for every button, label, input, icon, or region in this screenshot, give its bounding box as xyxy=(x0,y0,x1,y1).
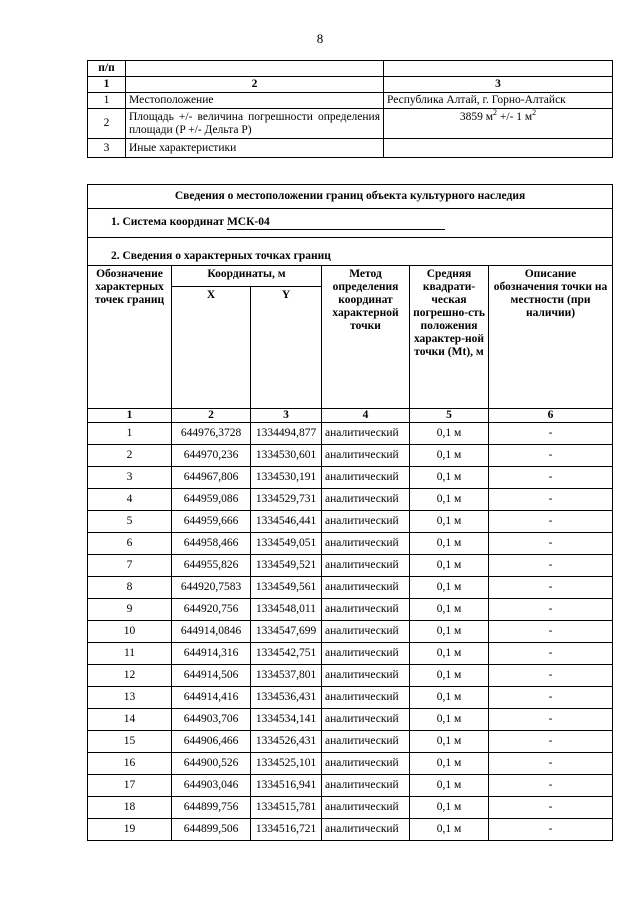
boundary-points-table xyxy=(87,184,613,841)
column-number: 3 xyxy=(384,77,613,93)
method-value: аналитический xyxy=(322,577,410,599)
column-number: 6 xyxy=(489,409,613,423)
method-value: аналитический xyxy=(322,555,410,577)
column-number: 5 xyxy=(410,409,489,423)
header-cell: п/п xyxy=(88,61,126,77)
table-row xyxy=(88,687,613,709)
point-number: 5 xyxy=(88,511,172,533)
description-value: - xyxy=(489,511,613,533)
method-value: аналитический xyxy=(322,819,410,841)
method-value: аналитический xyxy=(322,489,410,511)
error-value: 0,1 м xyxy=(410,709,489,731)
description-value: - xyxy=(489,467,613,489)
table-row xyxy=(88,555,613,577)
error-value: 0,1 м xyxy=(410,753,489,775)
table-row xyxy=(88,753,613,775)
coord-x: 644958,466 xyxy=(172,533,251,555)
table-row xyxy=(88,423,613,445)
coord-x: 644906,466 xyxy=(172,731,251,753)
header-description: Описание обозначения точки на местности (при наличии) xyxy=(489,266,613,409)
coord-y: 1334549,561 xyxy=(251,577,322,599)
header-error: Средняя квадрати-ческая погрешно-сть положения характер-ной точки (Mt), м xyxy=(410,266,489,409)
point-number: 8 xyxy=(88,577,172,599)
coord-system-line xyxy=(88,209,613,238)
method-value: аналитический xyxy=(322,445,410,467)
area-tolerance: +/- 1 м xyxy=(496,111,533,123)
point-number: 6 xyxy=(88,533,172,555)
method-value: аналитический xyxy=(322,533,410,555)
row-number: 1 xyxy=(88,93,126,109)
header-coordinates: Координаты, м xyxy=(172,266,322,287)
method-value: аналитический xyxy=(322,775,410,797)
description-value: - xyxy=(489,555,613,577)
point-number: 17 xyxy=(88,775,172,797)
error-value: 0,1 м xyxy=(410,555,489,577)
method-value: аналитический xyxy=(322,797,410,819)
description-value: - xyxy=(489,445,613,467)
point-number: 9 xyxy=(88,599,172,621)
method-value: аналитический xyxy=(322,731,410,753)
coord-y: 1334529,731 xyxy=(251,489,322,511)
error-value: 0,1 м xyxy=(410,731,489,753)
description-value: - xyxy=(489,621,613,643)
table-row xyxy=(88,467,613,489)
coord-y: 1334526,431 xyxy=(251,731,322,753)
error-value: 0,1 м xyxy=(410,577,489,599)
point-number: 18 xyxy=(88,797,172,819)
error-value: 0,1 м xyxy=(410,467,489,489)
error-value: 0,1 м xyxy=(410,445,489,467)
coord-y: 1334534,141 xyxy=(251,709,322,731)
coord-x: 644914,506 xyxy=(172,665,251,687)
error-value: 0,1 м xyxy=(410,599,489,621)
header-y: Y xyxy=(251,287,322,409)
header-x: X xyxy=(172,287,251,409)
coord-x: 644959,666 xyxy=(172,511,251,533)
page-number: 8 xyxy=(316,31,324,46)
table-row xyxy=(88,819,613,841)
coord-y: 1334548,011 xyxy=(251,599,322,621)
description-value: - xyxy=(489,489,613,511)
table-row xyxy=(88,445,613,467)
coord-x: 644920,756 xyxy=(172,599,251,621)
point-number: 10 xyxy=(88,621,172,643)
error-value: 0,1 м xyxy=(410,621,489,643)
coord-y: 1334530,191 xyxy=(251,467,322,489)
coord-x: 644920,7583 xyxy=(172,577,251,599)
error-value: 0,1 м xyxy=(410,797,489,819)
description-value: - xyxy=(489,709,613,731)
tolerance-unit-superscript: 2 xyxy=(532,108,537,118)
row-value xyxy=(384,139,613,158)
description-value: - xyxy=(489,577,613,599)
coord-y: 1334516,721 xyxy=(251,819,322,841)
header-method: Метод определения координат характерной точки xyxy=(322,266,410,409)
table-row xyxy=(88,599,613,621)
table-header-row xyxy=(88,61,613,77)
area-value: 3859 м xyxy=(459,111,493,123)
method-value: аналитический xyxy=(322,687,410,709)
row-number: 3 xyxy=(88,139,126,158)
coord-x: 644959,086 xyxy=(172,489,251,511)
error-value: 0,1 м xyxy=(410,423,489,445)
point-number: 4 xyxy=(88,489,172,511)
coord-y: 1334546,441 xyxy=(251,511,322,533)
coord-y: 1334536,431 xyxy=(251,687,322,709)
table-row xyxy=(88,109,613,139)
description-value: - xyxy=(489,665,613,687)
table-row xyxy=(88,577,613,599)
column-number-row xyxy=(88,77,613,93)
coord-y: 1334516,941 xyxy=(251,775,322,797)
method-value: аналитический xyxy=(322,467,410,489)
table-row xyxy=(88,621,613,643)
column-number: 1 xyxy=(88,77,126,93)
method-value: аналитический xyxy=(322,423,410,445)
column-number: 2 xyxy=(172,409,251,423)
point-number: 2 xyxy=(88,445,172,467)
error-value: 0,1 м xyxy=(410,665,489,687)
error-value: 0,1 м xyxy=(410,643,489,665)
coord-y: 1334525,101 xyxy=(251,753,322,775)
coord-x: 644914,416 xyxy=(172,687,251,709)
header-point-designation: Обозначение характерных точек границ xyxy=(88,266,172,409)
description-value: - xyxy=(489,731,613,753)
coord-x: 644899,756 xyxy=(172,797,251,819)
coord-x: 644955,826 xyxy=(172,555,251,577)
coord-y: 1334530,601 xyxy=(251,445,322,467)
row-label: Площадь +/- величина погрешности определения площади (P +/- Дельта P) xyxy=(126,109,384,139)
description-value: - xyxy=(489,599,613,621)
coord-system-label: 1. Система координат xyxy=(111,216,227,228)
method-value: аналитический xyxy=(322,621,410,643)
coord-y: 1334494,877 xyxy=(251,423,322,445)
points-body xyxy=(88,423,613,841)
table-row xyxy=(88,489,613,511)
table-row xyxy=(88,731,613,753)
coord-x: 644900,526 xyxy=(172,753,251,775)
row-value xyxy=(384,109,613,139)
table-row xyxy=(88,643,613,665)
row-label: Иные характеристики xyxy=(126,139,384,158)
description-value: - xyxy=(489,753,613,775)
table-row xyxy=(88,709,613,731)
table-row xyxy=(88,797,613,819)
table-row xyxy=(88,139,613,158)
column-number: 2 xyxy=(126,77,384,93)
point-number: 7 xyxy=(88,555,172,577)
row-number: 2 xyxy=(88,109,126,139)
method-value: аналитический xyxy=(322,709,410,731)
error-value: 0,1 м xyxy=(410,687,489,709)
point-number: 1 xyxy=(88,423,172,445)
column-number: 4 xyxy=(322,409,410,423)
error-value: 0,1 м xyxy=(410,533,489,555)
characteristics-table xyxy=(87,60,613,158)
point-number: 16 xyxy=(88,753,172,775)
column-number-row xyxy=(88,409,613,423)
point-number: 11 xyxy=(88,643,172,665)
table-row xyxy=(88,511,613,533)
coord-system-value: МСК-04 xyxy=(227,216,445,230)
method-value: аналитический xyxy=(322,665,410,687)
error-value: 0,1 м xyxy=(410,511,489,533)
point-number: 13 xyxy=(88,687,172,709)
coord-x: 644903,706 xyxy=(172,709,251,731)
description-value: - xyxy=(489,819,613,841)
description-value: - xyxy=(489,775,613,797)
error-value: 0,1 м xyxy=(410,775,489,797)
column-number: 1 xyxy=(88,409,172,423)
coord-y: 1334515,781 xyxy=(251,797,322,819)
coord-x: 644967,806 xyxy=(172,467,251,489)
method-value: аналитический xyxy=(322,599,410,621)
points-section-title: 2. Сведения о характерных точках границ xyxy=(88,238,613,266)
header-cell xyxy=(384,61,613,77)
point-number: 3 xyxy=(88,467,172,489)
area-unit-superscript: 2 xyxy=(492,108,497,118)
coord-y: 1334549,051 xyxy=(251,533,322,555)
coord-y: 1334542,751 xyxy=(251,643,322,665)
description-value: - xyxy=(489,687,613,709)
table-row xyxy=(88,665,613,687)
header-cell xyxy=(126,61,384,77)
coord-x: 644970,236 xyxy=(172,445,251,467)
method-value: аналитический xyxy=(322,511,410,533)
error-value: 0,1 м xyxy=(410,489,489,511)
point-number: 12 xyxy=(88,665,172,687)
description-value: - xyxy=(489,797,613,819)
point-number: 14 xyxy=(88,709,172,731)
coord-y: 1334549,521 xyxy=(251,555,322,577)
method-value: аналитический xyxy=(322,753,410,775)
coord-x: 644914,316 xyxy=(172,643,251,665)
description-value: - xyxy=(489,423,613,445)
table-row xyxy=(88,93,613,109)
coord-x: 644914,0846 xyxy=(172,621,251,643)
section-title: Сведения о местоположении границ объекта культурного наследия xyxy=(88,185,613,209)
error-value: 0,1 м xyxy=(410,819,489,841)
coord-y: 1334537,801 xyxy=(251,665,322,687)
table-row xyxy=(88,775,613,797)
point-number: 19 xyxy=(88,819,172,841)
table-row xyxy=(88,533,613,555)
point-number: 15 xyxy=(88,731,172,753)
description-value: - xyxy=(489,643,613,665)
coord-x: 644903,046 xyxy=(172,775,251,797)
row-label: Местоположение xyxy=(126,93,384,109)
description-value: - xyxy=(489,533,613,555)
coord-x: 644899,506 xyxy=(172,819,251,841)
column-number: 3 xyxy=(251,409,322,423)
coord-x: 644976,3728 xyxy=(172,423,251,445)
row-value: Республика Алтай, г. Горно-Алтайск xyxy=(384,93,613,109)
method-value: аналитический xyxy=(322,643,410,665)
coord-y: 1334547,699 xyxy=(251,621,322,643)
